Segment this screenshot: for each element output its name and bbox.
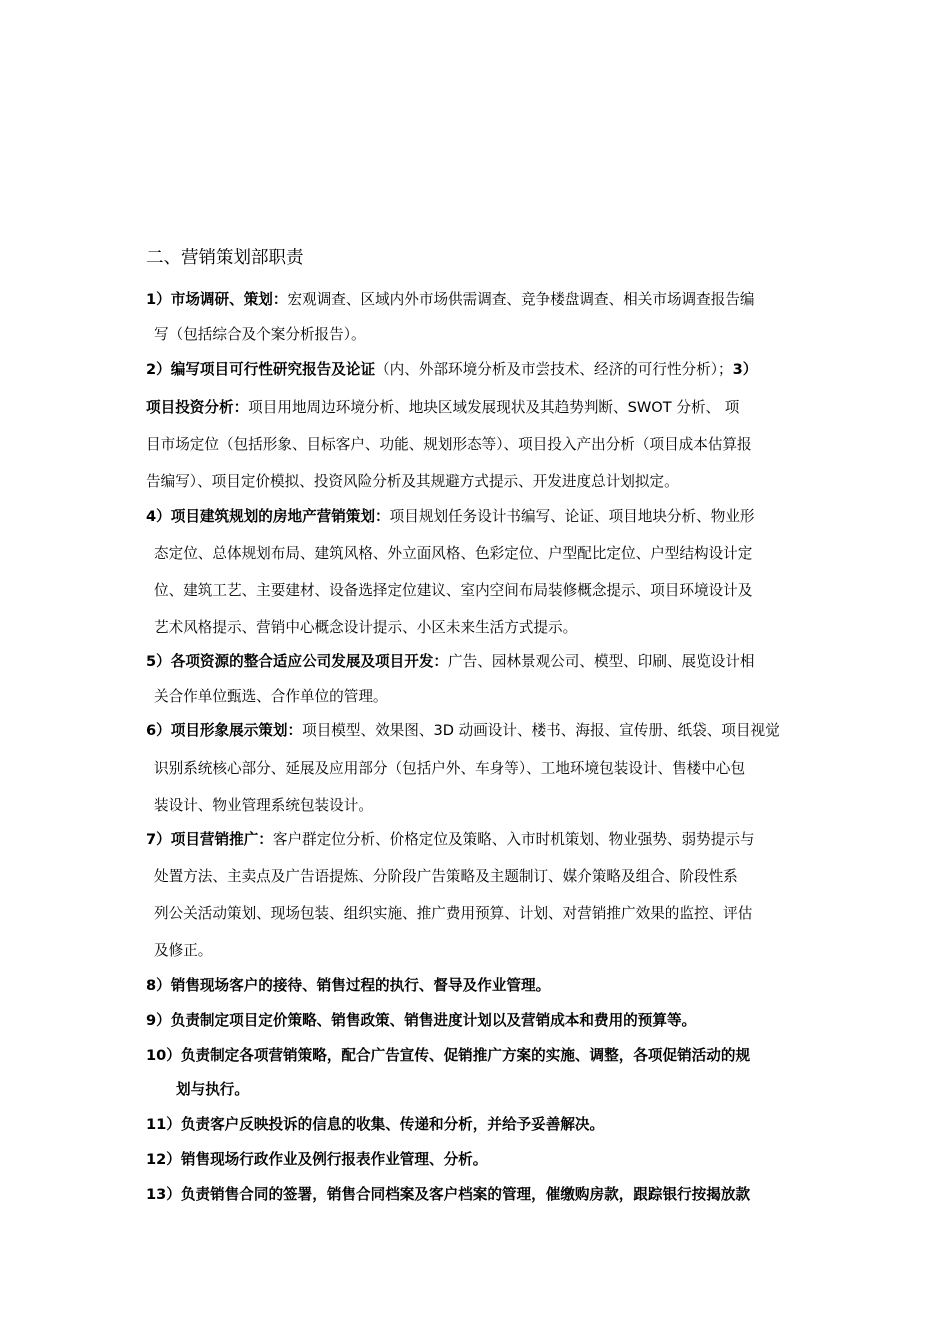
item-3-line-1 [146, 398, 739, 418]
item-3-label: 项目投资分析： [146, 399, 249, 416]
item-4-label: 4）项目建筑规划的房地产营销策划： [146, 508, 390, 525]
item-7-label: 7）项目营销推广： [146, 831, 273, 848]
item-5-text: 广告、园林景观公司、模型、印刷、展览设计相 [448, 653, 755, 670]
item-6-line-3: 装设计、物业管理系统包装设计。 [154, 797, 373, 814]
item-2-text: （内、外部环境分析及市尝技术、经济的可行性分析）； [375, 361, 733, 378]
item-13-line-1: 13）负责销售合同的签署，销售合同档案及客户档案的管理，催缴购房款，跟踪银行按揭放款 [146, 1186, 751, 1203]
item-10-line-1: 10）负责制定各项营销策略，配合广告宣传、促销推广方案的实施、调整，各项促销活动的规 [146, 1047, 751, 1064]
item-4-line-4: 艺术风格提示、营销中心概念设计提示、小区未来生活方式提示。 [154, 619, 578, 636]
item-6-label: 6）项目形象展示策划： [146, 722, 303, 739]
item-6-text: 项目模型、效果图、3D 动画设计、楼书、海报、宣传册、纸袋、项目视觉 [302, 722, 780, 739]
item-10-line-2: 划与执行。 [176, 1081, 249, 1098]
item-3-text: 项目用地周边环境分析、地块区域发展现状及其趋势判断、SWOT 分析、 项 [248, 399, 740, 416]
item-2-line-1 [146, 360, 757, 380]
item-5-line-1 [146, 652, 755, 672]
item-8-line-1: 8）销售现场客户的接待、销售过程的执行、督导及作业管理。 [146, 977, 551, 994]
item-1-line-2: 写（包括综合及个案分析报告）。 [154, 326, 366, 343]
item-5-label: 5）各项资源的整合适应公司发展及项目开发： [146, 653, 449, 670]
item-1-line-1 [146, 290, 755, 310]
item-4-line-3: 位、建筑工艺、主要建材、设备选择定位建议、室内空间布局装修概念提示、项目环境设计及 [154, 582, 753, 599]
item-2-label: 2）编写项目可行性研究报告及论证 [146, 361, 376, 378]
item-6-line-1 [146, 721, 780, 741]
item-1-label: 1）市场调研、策划： [146, 291, 288, 308]
item-7-line-1 [146, 830, 755, 850]
item-11-line-1: 11）负责客户反映投诉的信息的收集、传递和分析，并给予妥善解决。 [146, 1116, 605, 1133]
item-7-line-2: 处置方法、主卖点及广告语提炼、分阶段广告策略及主题制订、媒介策略及组合、阶段性系 [154, 868, 738, 885]
item-3-line-2: 目市场定位（包括形象、目标客户、功能、规划形态等）、项目投入产出分析（项目成本估算报 [146, 436, 752, 453]
item-12-line-1: 12）销售现场行政作业及例行报表作业管理、分析。 [146, 1151, 488, 1168]
item-3-number: 3） [732, 361, 758, 378]
item-4-line-2: 态定位、总体规划布局、建筑风格、外立面风格、色彩定位、户型配比定位、户型结构设计定 [154, 545, 753, 562]
item-7-line-3: 列公关活动策划、现场包装、组织实施、推广费用预算、计划、对营销推广效果的监控、评估 [154, 905, 753, 922]
item-4-text: 项目规划任务设计书编写、论证、项目地块分析、物业形 [389, 508, 755, 525]
item-3-line-3: 告编写）、项目定价模拟、投资风险分析及其规避方式提示、开发进度总计划拟定。 [146, 473, 679, 490]
item-9-line-1: 9）负责制定项目定价策略、销售政策、销售进度计划以及营销成本和费用的预算等。 [146, 1012, 697, 1029]
item-4-line-1 [146, 507, 755, 527]
section-heading: 二、营销策划部职责 [146, 248, 304, 268]
item-5-line-2: 关合作单位甄选、合作单位的管理。 [154, 688, 388, 705]
item-7-line-4: 及修正。 [154, 942, 213, 959]
item-6-line-2: 识别系统核心部分、延展及应用部分（包括户外、车身等）、工地环境包装设计、售楼中心包 [154, 760, 746, 777]
item-7-text: 客户群定位分析、价格定位及策略、入市时机策划、物业强势、弱势提示与 [272, 831, 755, 848]
item-1-text: 宏观调查、区域内外市场供需调查、竞争楼盘调查、相关市场调查报告编 [287, 291, 755, 308]
